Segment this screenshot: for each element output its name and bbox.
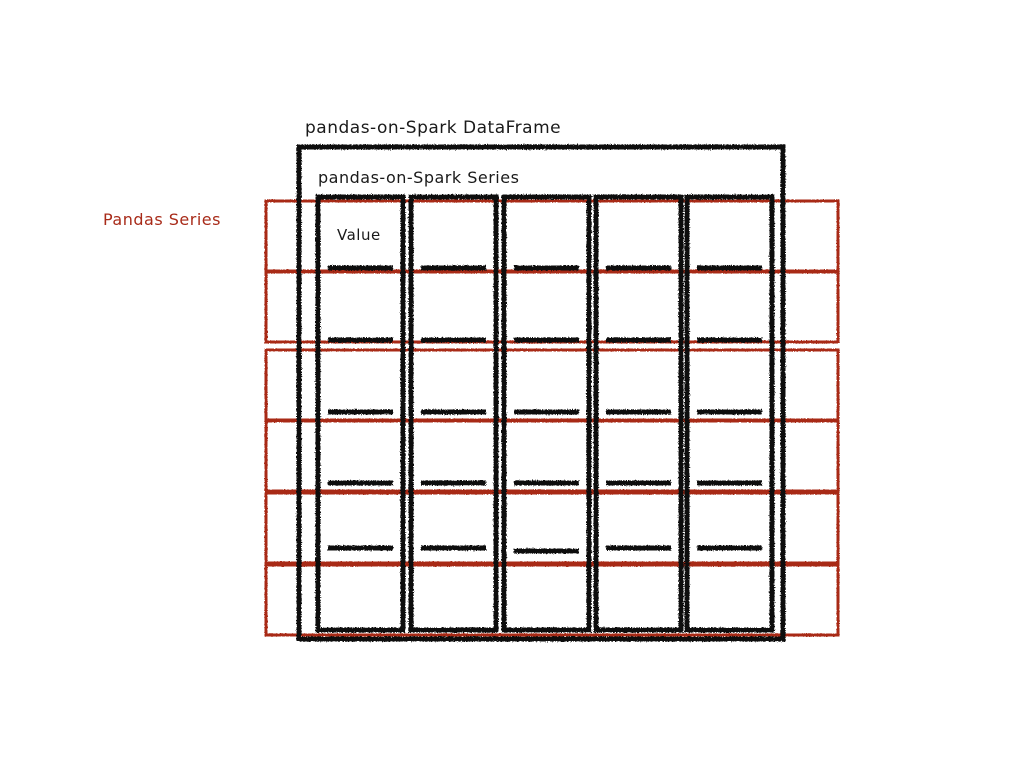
value-cell-label: Value <box>337 226 381 244</box>
pandas-series-label: Pandas Series <box>103 210 221 229</box>
spark-series-label: pandas-on-Spark Series <box>318 168 520 187</box>
dataframe-label: pandas-on-Spark DataFrame <box>305 118 562 138</box>
pandas-series-row-6 <box>266 565 838 635</box>
cell-dividers <box>328 268 762 551</box>
pandas-series-row-2 <box>266 272 838 342</box>
